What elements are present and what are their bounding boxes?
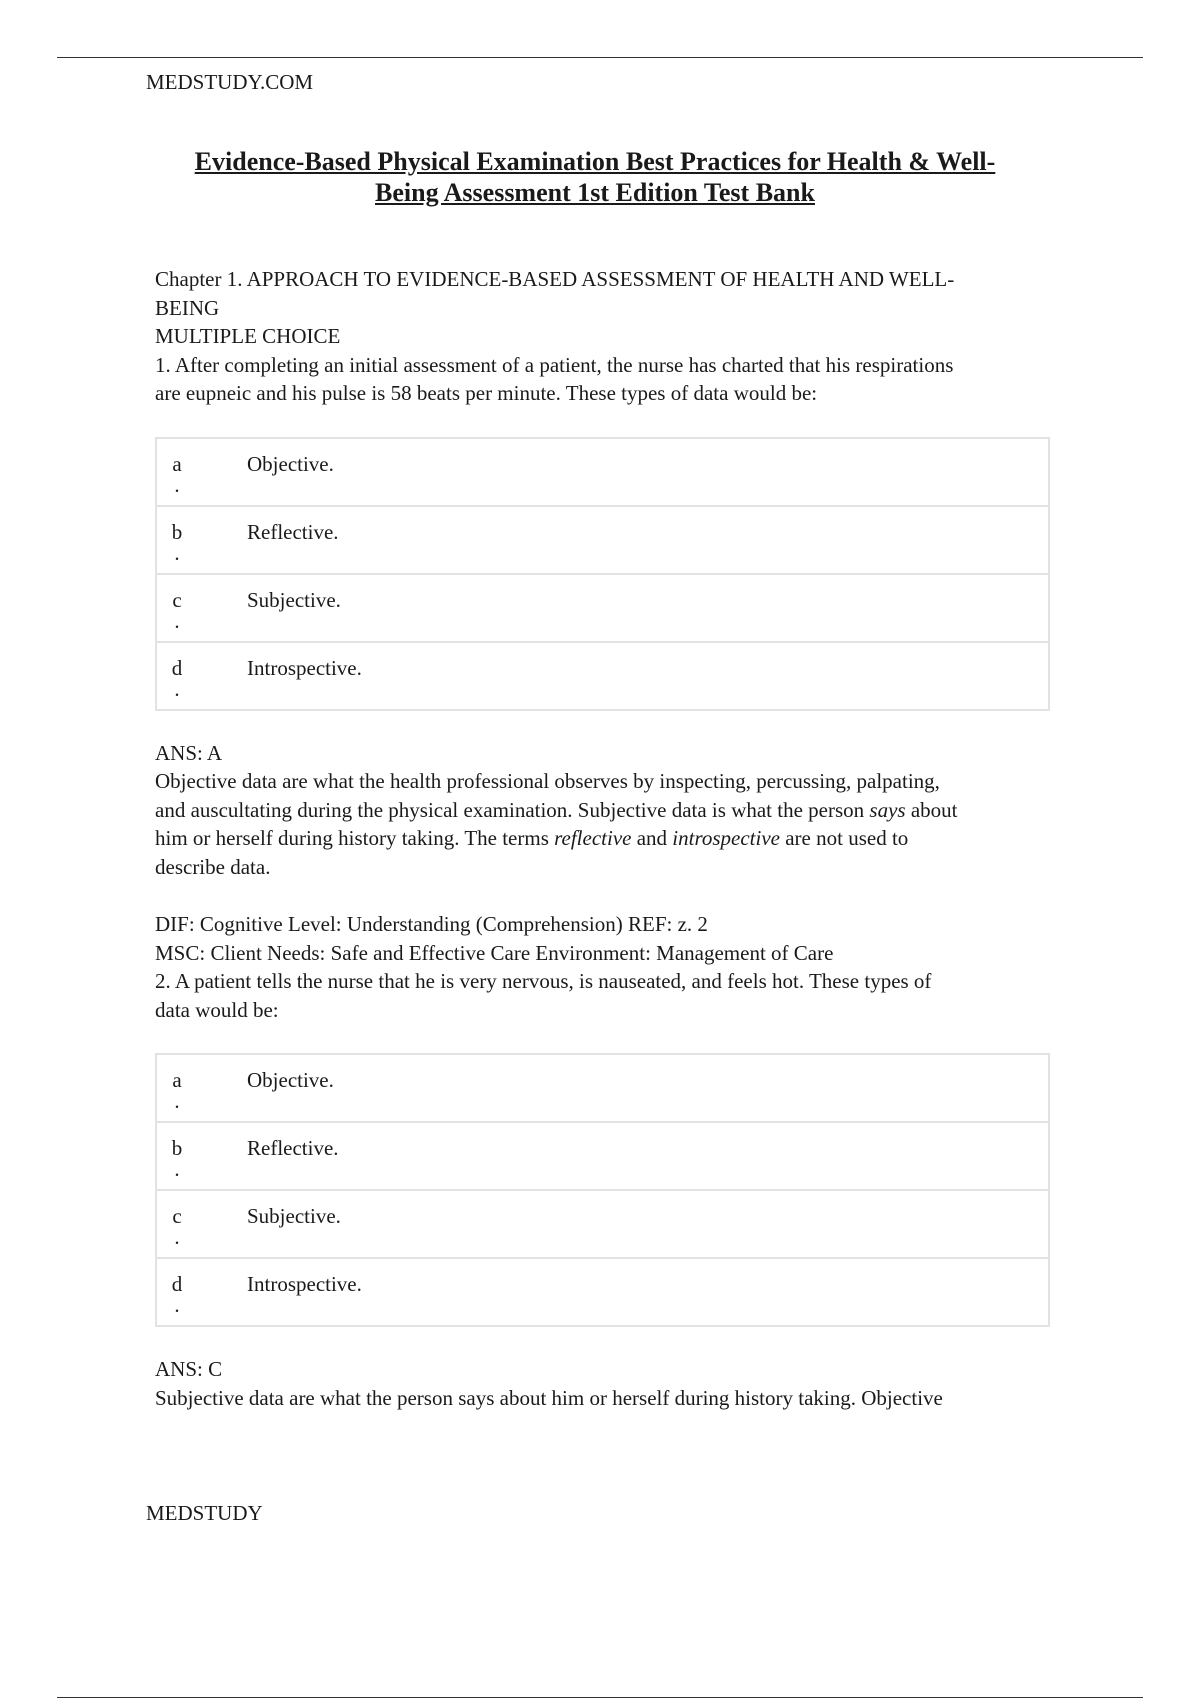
option-letter: b . xyxy=(171,1136,183,1181)
title-line-1: Evidence-Based Physical Examination Best Practices for Health & Well- xyxy=(194,147,996,176)
question-1-options xyxy=(155,437,1050,711)
option-row xyxy=(156,1258,1049,1326)
question-1-difficulty: DIF: Cognitive Level: Understanding (Comprehension) REF: z. 2 xyxy=(155,912,708,936)
chapter-heading xyxy=(155,265,1050,322)
question-1-stem xyxy=(155,351,1050,408)
option-row xyxy=(156,438,1049,506)
option-text: Subjective. xyxy=(247,1204,341,1228)
option-letter: b . xyxy=(171,519,183,565)
top-rule xyxy=(57,57,1143,58)
title-line-2: Being Assessment 1st Edition Test Bank xyxy=(375,178,815,207)
question-2-line-2: data would be: xyxy=(155,997,279,1022)
option-row xyxy=(156,574,1049,642)
option-text: Objective. xyxy=(247,1068,334,1092)
option-letter: d . xyxy=(171,655,183,701)
option-text: Reflective. xyxy=(247,1136,339,1160)
option-letter: a . xyxy=(172,451,182,497)
option-row xyxy=(156,1054,1049,1122)
chapter-heading-line-2: BEING xyxy=(155,295,220,320)
option-text: Objective. xyxy=(247,451,334,476)
question-2-answer: ANS: C xyxy=(155,1357,223,1381)
question-1-line-1: 1. After completing an initial assessment of a patient, the nurse has charted that his respirations xyxy=(155,352,954,377)
chapter-heading-line-1: Chapter 1. APPROACH TO EVIDENCE-BASED ASSESSMENT OF HEALTH AND WELL- xyxy=(155,267,955,291)
document-title xyxy=(155,146,1035,208)
option-text: Reflective. xyxy=(247,519,339,544)
option-text: Introspective. xyxy=(247,1272,362,1296)
question-2-options xyxy=(155,1053,1050,1327)
option-letter: a . xyxy=(172,1068,182,1113)
page-header: MEDSTUDY.COM xyxy=(146,70,314,94)
option-row xyxy=(156,642,1049,710)
question-1-answer: ANS: A xyxy=(155,740,223,765)
question-2-line-1: 2. A patient tells the nurse that he is very nervous, is nauseated, and feels hot. These types of xyxy=(155,969,932,993)
option-letter: c . xyxy=(172,1204,182,1249)
option-text: Introspective. xyxy=(247,655,362,680)
question-1-line-2: are eupneic and his pulse is 58 beats per minute. These types of data would be: xyxy=(155,381,818,405)
option-row xyxy=(156,1122,1049,1190)
option-text: Subjective. xyxy=(247,587,341,612)
section-heading: MULTIPLE CHOICE xyxy=(155,324,341,348)
page-footer: MEDSTUDY xyxy=(146,1501,263,1525)
question-2-rationale: Subjective data are what the person says about him or herself during history taking. Objective xyxy=(155,1385,943,1410)
document-body xyxy=(155,265,1050,1412)
bottom-rule xyxy=(57,1697,1143,1698)
option-row xyxy=(156,506,1049,574)
question-1-msc: MSC: Client Needs: Safe and Effective Care Environment: Management of Care xyxy=(155,940,834,965)
option-letter: c . xyxy=(172,587,182,633)
option-row xyxy=(156,1190,1049,1258)
question-1-rationale: Objective data are what the health professional observes by inspecting, percussing, palpating, and auscultating during the physical examination. Subjective data is what the person says about him or herself during history taking. The terms reflective and introspective are not used to describe data. xyxy=(155,769,958,879)
option-letter: d . xyxy=(171,1272,183,1317)
question-2-stem xyxy=(155,967,1050,1024)
